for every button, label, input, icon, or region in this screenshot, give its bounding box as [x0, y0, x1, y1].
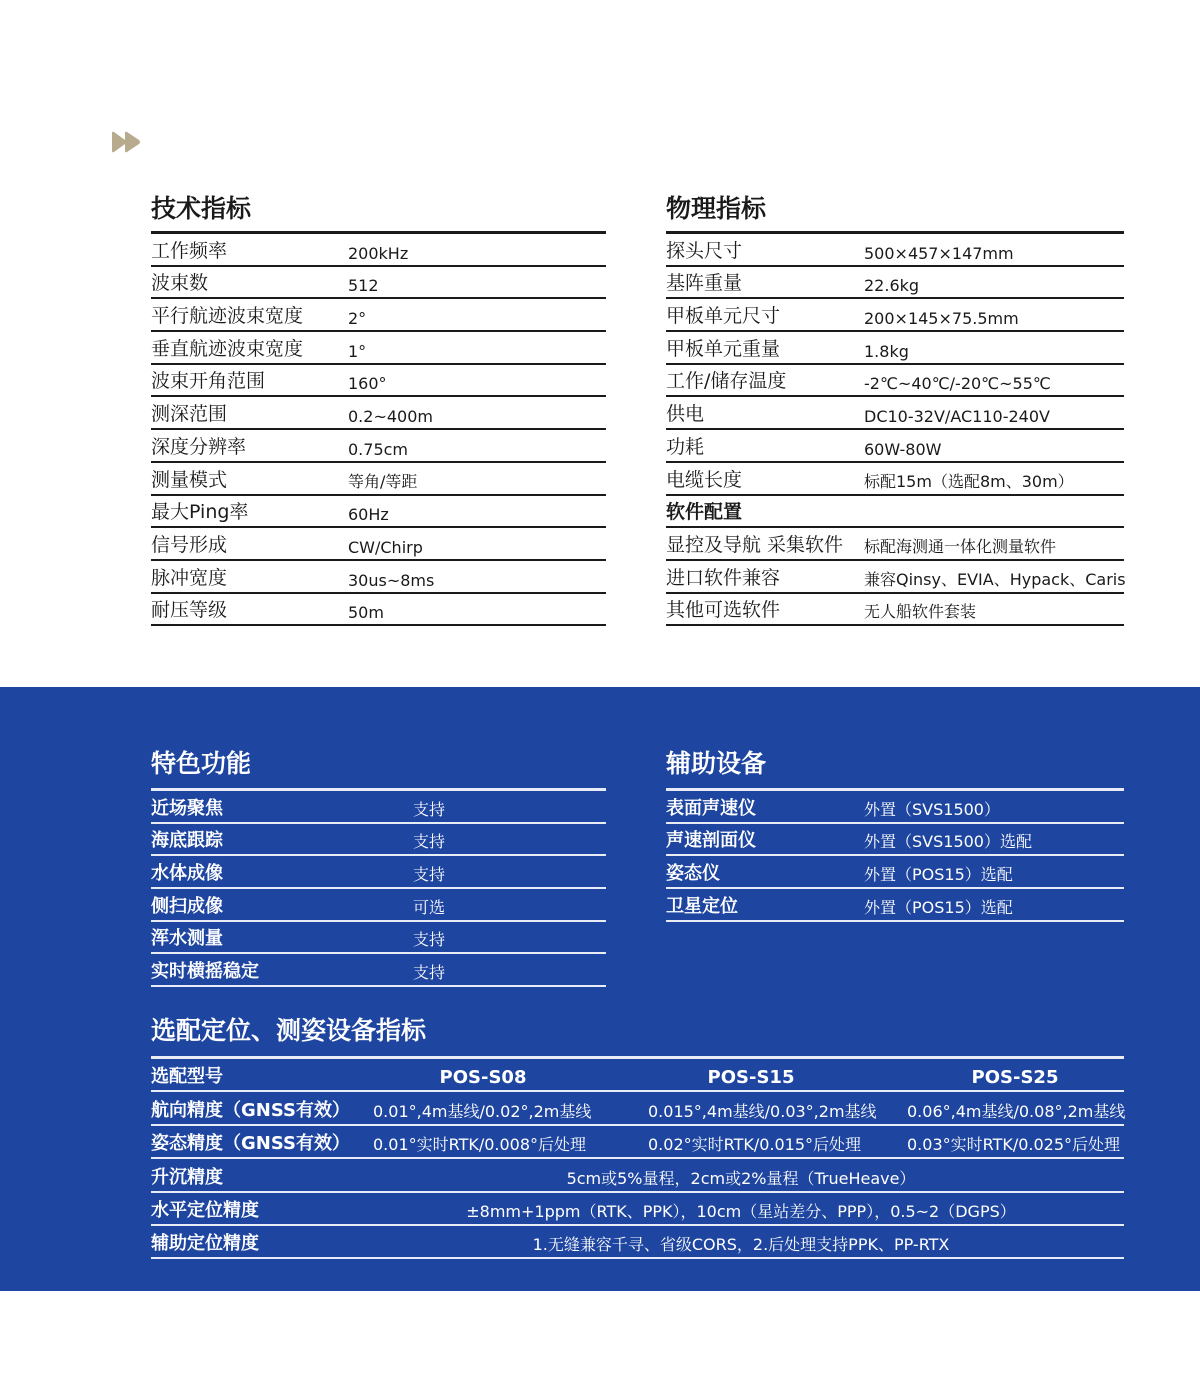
row-label: 信号形成: [151, 533, 228, 556]
row-label: 工作频率: [151, 239, 228, 262]
table-row: [666, 234, 1124, 267]
table-row: [666, 528, 1124, 561]
table-row: [151, 463, 606, 496]
row-value: 1°: [348, 341, 367, 361]
row-label: 显控及导航 采集软件: [666, 533, 844, 556]
double-chevron-right-icon: [112, 131, 142, 153]
table-row: [151, 299, 606, 332]
table-row: [151, 332, 606, 365]
physical-specs-table: [666, 231, 1124, 626]
row-value: 支持: [413, 930, 446, 950]
row-value: 0.01°,4m基线/0.02°,2m基线: [373, 1101, 592, 1121]
row-value: 0.2~400m: [348, 407, 433, 427]
row-value: 512: [348, 276, 379, 296]
row-value: 0.06°,4m基线/0.08°,2m基线: [907, 1101, 1126, 1121]
table-row: [666, 496, 1124, 529]
row-value: ±8mm+1ppm（RTK、PPK），10cm（星站差分、PPP），0.5~2（DGPS）: [466, 1201, 1016, 1221]
row-value: 支持: [413, 832, 446, 852]
table-row: [151, 1092, 1124, 1125]
table-header-row: [151, 1059, 1124, 1092]
row-value: 0.75cm: [348, 439, 409, 459]
row-value: CW/Chirp: [348, 537, 423, 557]
row-value: 外置（POS15）选配: [864, 897, 1013, 917]
table-row: [151, 365, 606, 398]
row-label: 基阵重量: [666, 272, 743, 295]
row-value: 0.03°实时RTK/0.025°后处理: [907, 1135, 1121, 1155]
row-label: 测深范围: [151, 403, 228, 426]
row-label: 功耗: [666, 435, 705, 458]
row-label: 脉冲宽度: [151, 566, 228, 589]
model-header: POS-S25: [971, 1067, 1059, 1089]
row-value: 60W-80W: [864, 439, 942, 459]
row-label: 耐压等级: [151, 599, 228, 622]
row-value: 500×457×147mm: [864, 243, 1014, 263]
row-value: 无人船软件套装: [864, 602, 977, 622]
row-value: 支持: [413, 865, 446, 885]
row-value: 1.无缝兼容千寻、省级CORS，2.后处理支持PPK、PP-RTX: [532, 1235, 950, 1255]
tech-specs-title: 技术指标: [151, 194, 252, 223]
table-row: [666, 889, 1124, 922]
table-row: [666, 430, 1124, 463]
row-label: 航向精度（GNSS有效）: [151, 1099, 350, 1121]
row-value: -2℃~40℃/-20℃~55℃: [864, 374, 1051, 394]
table-row: [151, 561, 606, 594]
model-header: POS-S08: [439, 1067, 527, 1089]
row-value: 60Hz: [348, 505, 389, 525]
row-value: DC10-32V/AC110-240V: [864, 407, 1050, 427]
table-row: [151, 234, 606, 267]
row-value: 200kHz: [348, 243, 409, 263]
row-value: 支持: [413, 799, 446, 819]
row-label: 最大Ping率: [151, 501, 249, 524]
table-row: [151, 267, 606, 300]
row-label: 表面声速仪: [666, 797, 756, 819]
row-label: 深度分辨率: [151, 435, 247, 458]
row-value: 2°: [348, 309, 367, 329]
row-label: 探头尺寸: [666, 239, 743, 262]
pos-specs-table: [151, 1056, 1124, 1259]
row-label: 供电: [666, 403, 705, 426]
aux-equipment-table: [666, 788, 1124, 922]
row-value: 外置（SVS1500）: [864, 799, 1000, 819]
row-value: 0.02°实时RTK/0.015°后处理: [648, 1135, 862, 1155]
table-row: [151, 397, 606, 430]
row-value: 外置（POS15）选配: [864, 865, 1013, 885]
table-row: [666, 299, 1124, 332]
blue-section: [0, 687, 1200, 1291]
row-label: 平行航迹波束宽度: [151, 305, 304, 328]
row-value: 1.8kg: [864, 341, 909, 361]
row-value: 支持: [413, 963, 446, 983]
row-value: 200×145×75.5mm: [864, 309, 1019, 329]
row-value: 5cm或5%量程，2cm或2%量程（TrueHeave）: [566, 1168, 916, 1188]
table-row: [151, 430, 606, 463]
row-label: 水体成像: [151, 863, 223, 885]
table-row: [151, 528, 606, 561]
physical-specs-title: 物理指标: [666, 194, 767, 223]
table-row: [151, 1159, 1124, 1192]
table-row: [666, 332, 1124, 365]
table-row: [151, 889, 606, 922]
row-value: 兼容Qinsy、EVIA、Hypack、Caris: [864, 569, 1126, 589]
row-label: 其他可选软件: [666, 599, 781, 622]
row-label: 选配型号: [151, 1066, 223, 1088]
row-label: 电缆长度: [666, 468, 743, 491]
tech-specs-table: [151, 231, 606, 626]
row-label: 卫星定位: [666, 895, 738, 917]
features-title: 特色功能: [151, 749, 252, 778]
row-label: 升沉精度: [151, 1166, 223, 1188]
row-value: 0.01°实时RTK/0.008°后处理: [373, 1135, 587, 1155]
row-label: 浑水测量: [151, 928, 223, 950]
table-row: [666, 365, 1124, 398]
row-label: 姿态仪: [666, 863, 720, 885]
table-row: [151, 1126, 1124, 1159]
row-label: 声速剖面仪: [666, 830, 756, 852]
row-label: 波束开角范围: [151, 370, 266, 393]
row-value: 等角/等距: [348, 471, 418, 491]
row-label: 辅助定位精度: [151, 1233, 259, 1255]
row-label: 垂直航迹波束宽度: [151, 337, 304, 360]
table-row: [666, 856, 1124, 889]
pos-specs-title: 选配定位、测姿设备指标: [151, 1016, 427, 1045]
table-row: [666, 824, 1124, 857]
model-header: POS-S15: [707, 1067, 795, 1089]
row-label: 水平定位精度: [151, 1199, 259, 1221]
row-value: 160°: [348, 374, 387, 394]
row-label: 甲板单元尺寸: [666, 305, 781, 328]
row-value: 可选: [413, 897, 446, 917]
row-value: 标配海测通一体化测量软件: [864, 536, 1057, 556]
table-row: [151, 922, 606, 955]
row-label: 海底跟踪: [151, 830, 223, 852]
row-label: 软件配置: [666, 501, 743, 524]
row-label: 波束数: [151, 272, 209, 295]
row-value: 22.6kg: [864, 276, 920, 296]
table-row: [666, 267, 1124, 300]
table-row: [151, 496, 606, 529]
row-value: 30us~8ms: [348, 570, 435, 590]
row-value: 标配15m（选配8m、30m）: [864, 471, 1074, 491]
table-row: [151, 1226, 1124, 1259]
row-value: 外置（SVS1500）选配: [864, 832, 1032, 852]
row-label: 进口软件兼容: [666, 566, 781, 589]
table-row: [666, 463, 1124, 496]
row-label: 近场聚焦: [151, 797, 223, 819]
table-row: [666, 397, 1124, 430]
table-row: [666, 791, 1124, 824]
row-label: 侧扫成像: [151, 895, 223, 917]
row-label: 实时横摇稳定: [151, 961, 259, 983]
table-row: [151, 1193, 1124, 1226]
row-value: 0.015°,4m基线/0.03°,2m基线: [648, 1101, 877, 1121]
table-row: [151, 791, 606, 824]
row-value: 50m: [348, 603, 384, 623]
table-row: [151, 824, 606, 857]
row-label: 姿态精度（GNSS有效）: [151, 1133, 350, 1155]
row-label: 测量模式: [151, 468, 228, 491]
table-row: [151, 856, 606, 889]
aux-equipment-title: 辅助设备: [666, 749, 767, 778]
row-label: 工作/储存温度: [666, 370, 787, 393]
table-row: [151, 954, 606, 987]
table-row: [666, 561, 1124, 594]
row-label: 甲板单元重量: [666, 337, 781, 360]
features-table: [151, 788, 606, 987]
table-row: [666, 594, 1124, 627]
table-row: [151, 594, 606, 627]
